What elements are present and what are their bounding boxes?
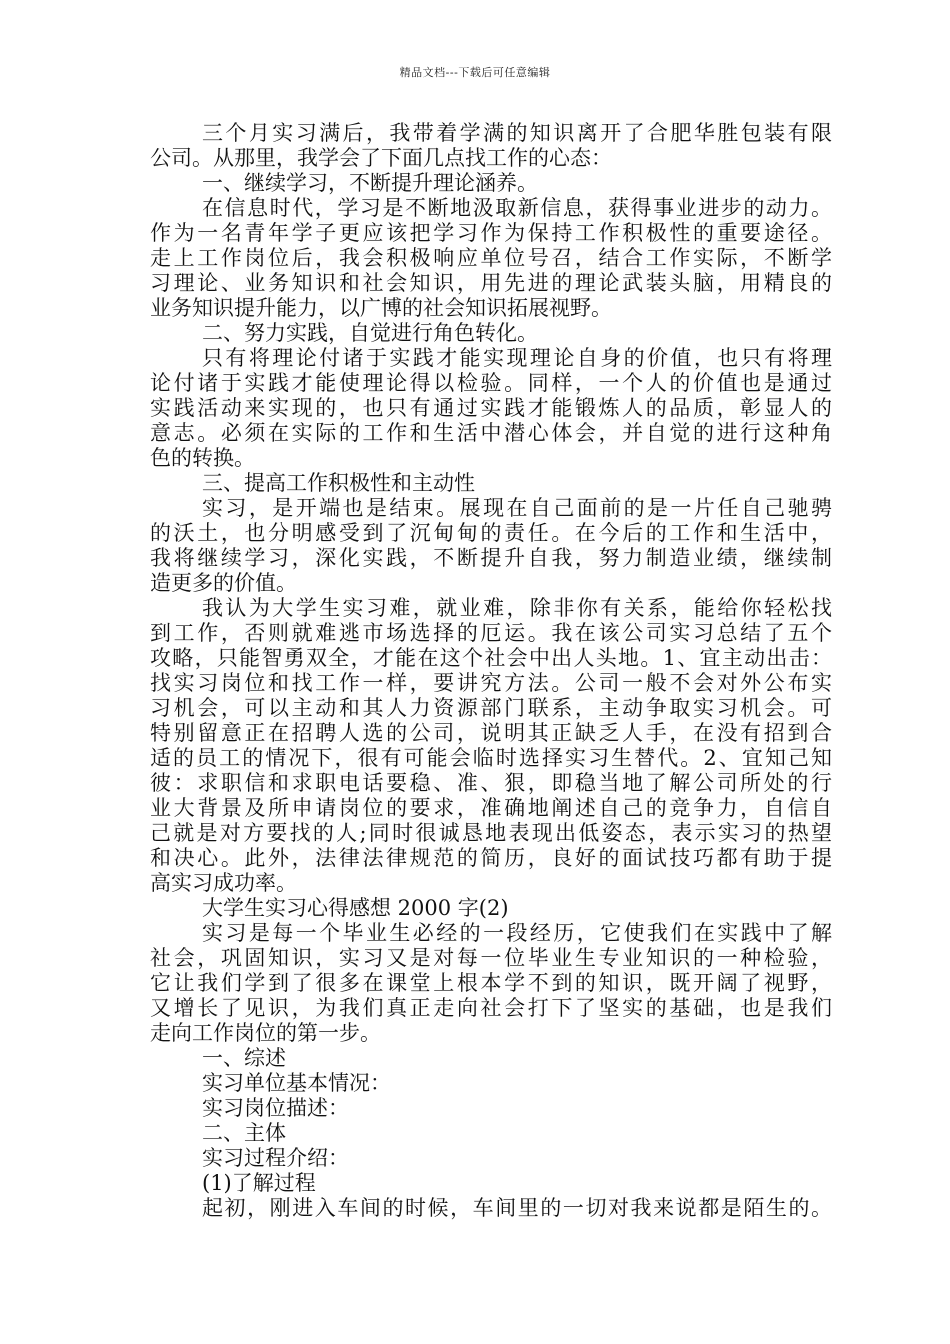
text-line: 实习，是开端也是结束。展现在自己面前的是一片任自己驰骋 [202,496,832,520]
text-line: 实习过程介绍： [202,1146,349,1170]
text-line: 攻略，只能智勇双全，才能在这个社会中出人头地。1、宜主动出击： [150,646,832,670]
text-line: 到工作，否则就难逃市场选择的厄运。我在该公司实习总结了五个 [150,621,832,645]
document-body [150,121,832,1221]
text-line: 社会，巩固知识，实习又是对每一位毕业生专业知识的一种检验， [150,946,832,970]
text-line: 的沃土，也分明感受到了沉甸甸的责任。在今后的工作和生活中， [150,521,832,545]
text-line: 只有将理论付诸于实践才能实现理论自身的价值，也只有将理 [202,346,832,370]
text-line: 走上工作岗位后，我会积极响应单位号召，结合工作实际，不断学 [150,246,832,270]
text-line: 又增长了见识，为我们真正走向社会打下了坚实的基础，也是我们 [150,996,832,1020]
text-line: 己就是对方要找的人;同时很诚恳地表现出低姿态，表示实习的热望 [150,821,832,845]
text-line: 走向工作岗位的第一步。 [150,1021,381,1045]
text-line: (1)了解过程 [202,1171,316,1195]
page-header: 精品文档---下载后可任意编辑 [399,66,551,79]
text-line: 特别留意正在招聘人选的公司，说明其正缺乏人手，在没有招到合 [150,721,832,745]
text-line: 我认为大学生实习难，就业难，除非你有关系，能给你轻松找 [202,596,832,620]
text-line: 一、继续学习，不断提升理论涵养。 [202,171,538,195]
text-line: 一、综述 [202,1046,286,1070]
text-line: 适的员工的情况下，很有可能会临时选择实习生替代。2、宜知己知 [150,746,832,770]
text-line: 公司。从那里，我学会了下面几点找工作的心态： [150,146,612,170]
text-line: 我将继续学习，深化实践，不断提升自我，努力制造业绩，继续制 [150,546,832,570]
text-line: 业大背景及所申请岗位的要求，准确地阐述自己的竞争力，自信自 [150,796,832,820]
text-line: 大学生实习心得感想 2000 字(2) [202,896,509,920]
text-line: 在信息时代，学习是不断地汲取新信息，获得事业进步的动力。 [202,196,832,220]
text-line: 实践活动来实现的，也只有通过实践才能锻炼人的品质，彰显人的 [150,396,832,420]
text-line: 和决心。此外，法律法律规范的简历，良好的面试技巧都有助于提 [150,846,832,870]
text-line: 色的转换。 [150,446,255,470]
text-line: 习机会，可以主动和其人力资源部门联系，主动争取实习机会。可 [150,696,832,720]
text-line: 实习是每一个毕业生必经的一段经历，它使我们在实践中了解 [202,921,832,945]
text-line: 实习单位基本情况： [202,1071,391,1095]
text-line: 习理论、业务知识和社会知识，用先进的理论武装头脑，用精良的 [150,271,832,295]
text-line: 业务知识提升能力，以广博的社会知识拓展视野。 [150,296,612,320]
text-line: 它让我们学到了很多在课堂上根本学不到的知识，既开阔了视野， [150,971,832,995]
text-line: 二、主体 [202,1121,286,1145]
text-line: 找实习岗位和找工作一样，要讲究方法。公司一般不会对外公布实 [150,671,832,695]
text-line: 造更多的价值。 [150,571,297,595]
text-line: 作为一名青年学子更应该把学习作为保持工作积极性的重要途径。 [150,221,832,245]
text-line: 二、努力实践，自觉进行角色转化。 [202,321,538,345]
text-line: 彼：求职信和求职电话要稳、准、狠，即稳当地了解公司所处的行 [150,771,832,795]
text-line: 实习岗位描述： [202,1096,349,1120]
text-line: 起初，刚进入车间的时候，车间里的一切对我来说都是陌生的。 [202,1196,832,1220]
text-line: 三、提高工作积极性和主动性 [202,471,475,495]
text-line: 论付诸于实践才能使理论得以检验。同样，一个人的价值也是通过 [150,371,832,395]
text-line: 三个月实习满后，我带着学满的知识离开了合肥华胜包装有限 [202,121,832,145]
text-line: 意志。必须在实际的工作和生活中潜心体会，并自觉的进行这种角 [150,421,832,445]
text-line: 高实习成功率。 [150,871,297,895]
